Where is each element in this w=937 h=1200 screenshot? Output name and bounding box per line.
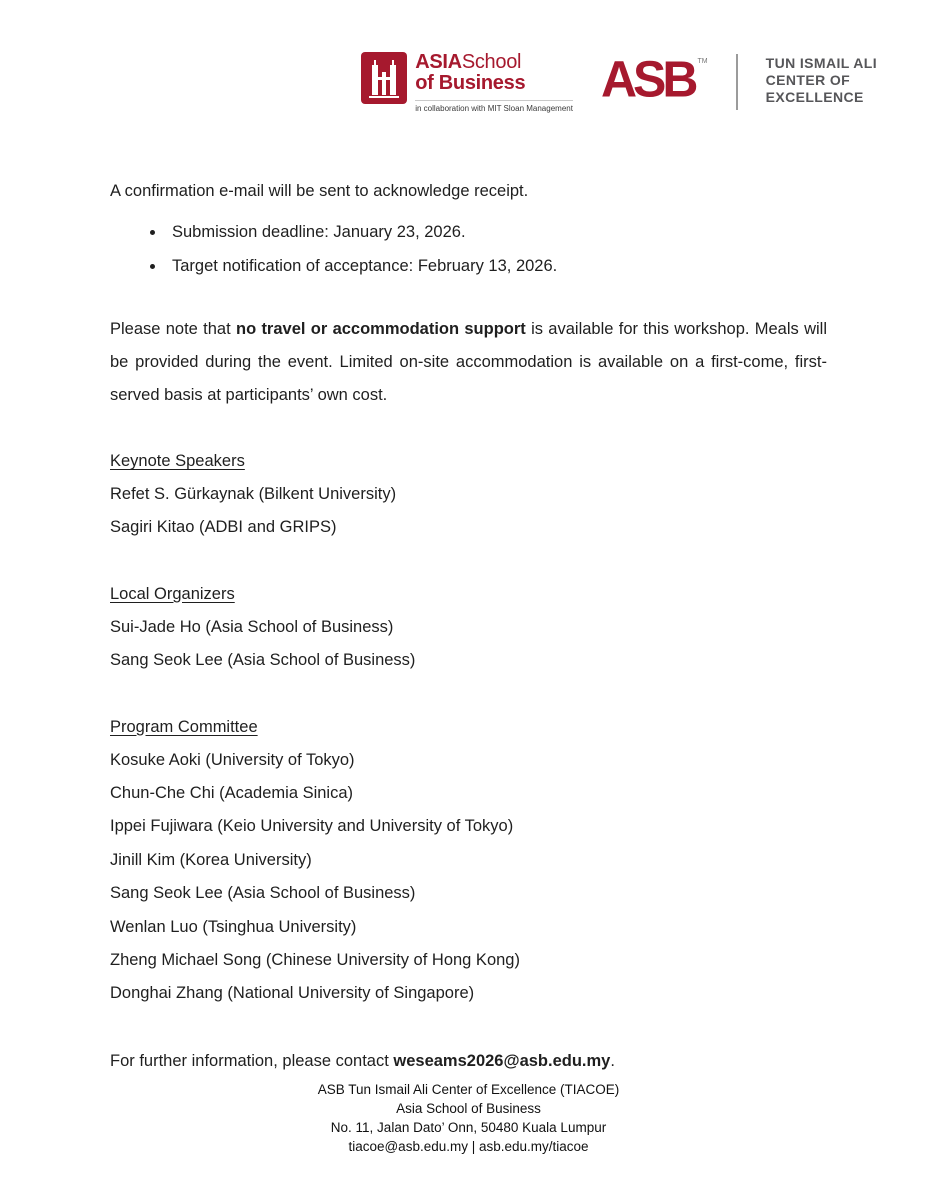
trademark-symbol: TM [697, 58, 708, 65]
logo-divider [736, 54, 738, 110]
tiacoe-line-3: EXCELLENCE [765, 89, 864, 105]
list-item-notification-date: • Target notification of acceptance: February 13, 2026. [166, 249, 827, 283]
asb-towers-icon [361, 52, 407, 104]
note-post: is available for this workshop. Meals will be provided during the event. Limited on-site accommodation is available on a first-come, first-served basis at participants’ own cost. [110, 320, 827, 404]
support-note-paragraph [110, 313, 827, 412]
local-organizer: Sang Seok Lee (Asia School of Business) [110, 651, 416, 670]
asb-monogram-logo [600, 50, 708, 108]
footer-school-line: Asia School of Business [396, 1100, 541, 1116]
deadline-list [110, 215, 827, 283]
committee-member: Ippei Fujiwara (Keio University and University of Tokyo) [110, 817, 514, 836]
footer-org-line: ASB Tun Ismail Ali Center of Excellence (TIACOE) [317, 1081, 620, 1097]
note-bold: no travel or accommodation support [235, 320, 526, 338]
header [0, 0, 937, 120]
local-organizer: Sui-Jade Ho (Asia School of Business) [110, 617, 394, 636]
committee-member: Wenlan Luo (Tsinghua University) [110, 917, 357, 936]
confirmation-text: A confirmation e-mail will be sent to acknowledge receipt. [110, 182, 529, 200]
committee-member: Kosuke Aoki (University of Tokyo) [110, 750, 355, 769]
logo-line1 [415, 52, 573, 73]
footer [0, 1080, 937, 1156]
tiacoe-line-2: CENTER OF [765, 72, 851, 88]
footer-address-line: No. 11, Jalan Dato’ Onn, 50480 Kuala Lumpur [330, 1119, 607, 1135]
keynote-speaker: Sagiri Kitao (ADBI and GRIPS) [110, 518, 337, 537]
committee-member: Donghai Zhang (National University of Singapore) [110, 984, 475, 1003]
heading-local-organizers: Local Organizers [110, 584, 235, 603]
contact-pre: For further information, please contact [110, 1051, 394, 1070]
list-item-submission-deadline: • Submission deadline: January 23, 2026. [166, 215, 827, 249]
committee-member: Jinill Kim (Korea University) [110, 850, 312, 869]
asb-monogram-letters: ASB [600, 50, 695, 108]
note-pre: Please note that [110, 320, 236, 338]
committee-member: Chun-Che Chi (Academia Sinica) [110, 784, 354, 803]
document-body [0, 180, 937, 1078]
contact-post: . [610, 1051, 615, 1070]
logo-tagline: in collaboration with MIT Sloan Management [415, 100, 573, 113]
contact-paragraph [110, 1045, 827, 1078]
heading-program-committee: Program Committee [110, 717, 258, 736]
logo-word-school: School [461, 51, 522, 73]
committee-member: Zheng Michael Song (Chinese University of Hong Kong) [110, 951, 520, 970]
contact-email: weseams2026@asb.edu.my [393, 1051, 611, 1070]
tiacoe-line-1: TUN ISMAIL ALI [765, 55, 877, 71]
heading-keynote-speakers: Keynote Speakers [110, 452, 245, 470]
footer-contact-line: tiacoe@asb.edu.my | asb.edu.my/tiacoe [348, 1138, 589, 1154]
logo-word-of-business: of Business [415, 72, 526, 94]
logo-word-asia: ASIA [415, 51, 462, 73]
keynote-speaker: Refet S. Gürkaynak (Bilkent University) [110, 485, 397, 503]
tiacoe-logotype [766, 55, 877, 106]
asb-school-logo [361, 52, 573, 113]
committee-member: Sang Seok Lee (Asia School of Business) [110, 884, 416, 903]
asb-school-logotype [415, 52, 573, 113]
